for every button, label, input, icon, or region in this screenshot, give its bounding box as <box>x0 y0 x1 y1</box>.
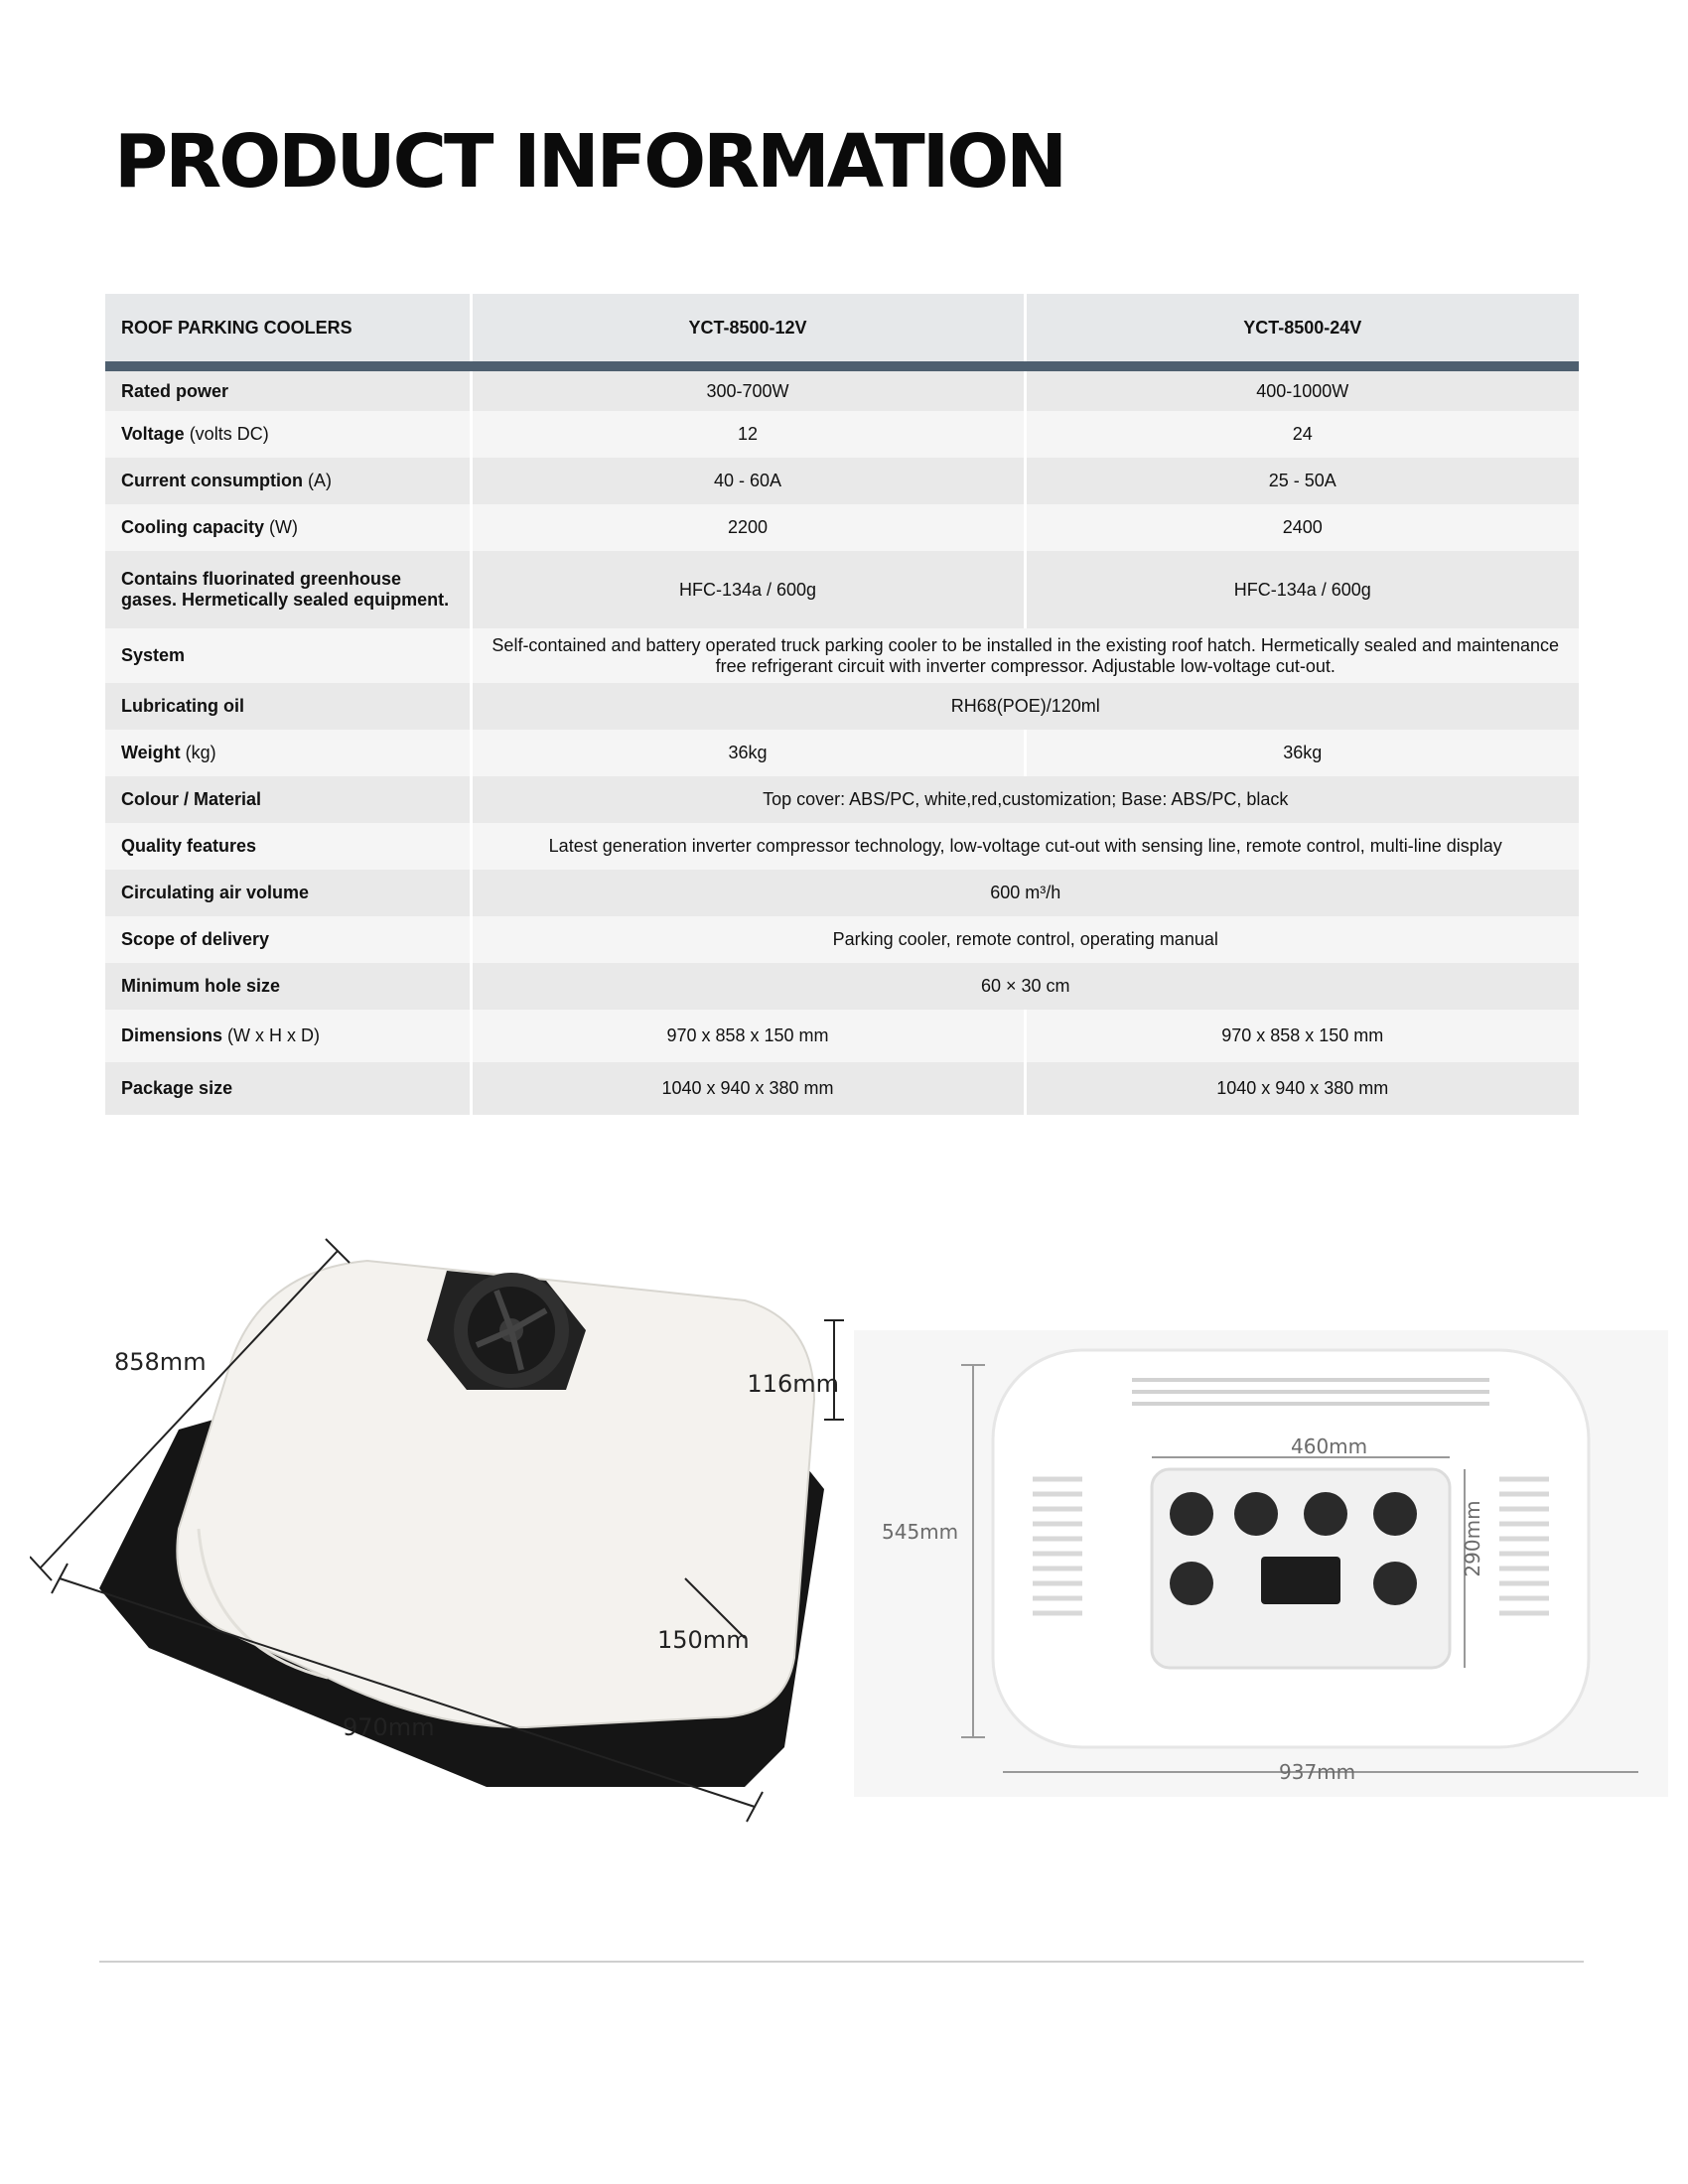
table-row <box>105 366 1579 411</box>
table-row <box>105 870 1579 916</box>
row-label-unit: (A) <box>303 471 332 490</box>
row-value-24v: 36kg <box>1025 730 1579 776</box>
row-label <box>105 823 471 870</box>
row-label-unit: (W x H x D) <box>222 1025 321 1045</box>
row-label <box>105 870 471 916</box>
table-row <box>105 823 1579 870</box>
cooler-top-view-image <box>30 1231 844 1846</box>
row-value-12v: 2200 <box>471 504 1025 551</box>
row-label <box>105 1010 471 1062</box>
row-value-24v: 24 <box>1025 411 1579 458</box>
dimension-116-label: 116mm <box>747 1370 839 1398</box>
row-label-text: Circulating air volume <box>121 883 310 902</box>
row-label-text: Colour / Material <box>121 789 262 809</box>
row-label-unit: (volts DC) <box>184 424 269 444</box>
row-label <box>105 776 471 823</box>
row-value-shared: 60 × 30 cm <box>471 963 1579 1010</box>
row-value-12v: 300-700W <box>471 366 1025 411</box>
table-row <box>105 916 1579 963</box>
cooler-bottom-view-image <box>854 1330 1668 1797</box>
row-label-text: Lubricating oil <box>121 696 244 716</box>
footer-divider <box>99 1961 1584 1963</box>
dimension-150-label: 150mm <box>657 1626 750 1654</box>
row-label-unit: (W) <box>264 517 299 537</box>
display-panel <box>1261 1557 1340 1604</box>
row-value-12v: 1040 x 940 x 380 mm <box>471 1062 1025 1115</box>
row-value-24v: HFC-134a / 600g <box>1025 551 1579 628</box>
row-value-shared: Self-contained and battery operated truck parking cooler to be installed in the existing roof hatch. Hermetically sealed and maintenance free refrigerant circuit with inverter compressor. Adjustable low-voltage cut-out. <box>471 628 1579 683</box>
row-label-text: Rated power <box>121 380 229 401</box>
row-label <box>105 963 471 1010</box>
dimension-545-label: 545mm <box>882 1520 959 1544</box>
row-value-12v: 12 <box>471 411 1025 458</box>
dimension-460-label: 460mm <box>1291 1434 1368 1458</box>
spec-table <box>105 294 1579 1115</box>
row-label-text: Package size <box>121 1078 233 1098</box>
table-row <box>105 551 1579 628</box>
row-value-24v: 25 - 50A <box>1025 458 1579 504</box>
row-label <box>105 366 471 411</box>
row-value-shared: Top cover: ABS/PC, white,red,customization; Base: ABS/PC, black <box>471 776 1579 823</box>
row-label-text: Weight <box>121 743 181 762</box>
table-row <box>105 683 1579 730</box>
row-label <box>105 730 471 776</box>
dimension-970-label: 970mm <box>343 1713 435 1741</box>
header-model-12v: YCT-8500-12V <box>471 294 1025 366</box>
row-label-text: Dimensions <box>121 1025 223 1045</box>
row-label <box>105 683 471 730</box>
table-row <box>105 730 1579 776</box>
table-header-row <box>105 294 1579 366</box>
table-row <box>105 1010 1579 1062</box>
row-value-12v: 40 - 60A <box>471 458 1025 504</box>
table-row <box>105 963 1579 1010</box>
page-title: PRODUCT INFORMATION <box>114 119 1065 205</box>
row-label <box>105 458 471 504</box>
table-row <box>105 504 1579 551</box>
row-value-12v: 970 x 858 x 150 mm <box>471 1010 1025 1062</box>
row-value-24v: 970 x 858 x 150 mm <box>1025 1010 1579 1062</box>
row-value-12v: 36kg <box>471 730 1025 776</box>
row-label <box>105 628 471 683</box>
row-label-text: Contains fluorinated greenhouse gases. Hermetically sealed equipment. <box>121 569 450 610</box>
row-value-shared: Parking cooler, remote control, operating manual <box>471 916 1579 963</box>
table-row <box>105 458 1579 504</box>
row-value-24v: 2400 <box>1025 504 1579 551</box>
header-model-24v: YCT-8500-24V <box>1025 294 1579 366</box>
dimension-937-label: 937mm <box>1279 1760 1356 1784</box>
row-value-12v: HFC-134a / 600g <box>471 551 1025 628</box>
dimension-858-label: 858mm <box>114 1348 207 1376</box>
header-category: ROOF PARKING COOLERS <box>105 294 471 366</box>
row-label <box>105 1062 471 1115</box>
row-label <box>105 551 471 628</box>
row-value-24v: 1040 x 940 x 380 mm <box>1025 1062 1579 1115</box>
row-value-shared: 600 m³/h <box>471 870 1579 916</box>
dimension-290-label: 290mm <box>1461 1500 1484 1577</box>
table-row <box>105 411 1579 458</box>
row-label <box>105 504 471 551</box>
row-value-shared: RH68(POE)/120ml <box>471 683 1579 730</box>
row-value-shared: Latest generation inverter compressor technology, low-voltage cut-out with sensing line, remote control, multi-line display <box>471 823 1579 870</box>
row-label <box>105 916 471 963</box>
row-label-text: Scope of delivery <box>121 929 270 949</box>
row-label-unit: (kg) <box>180 743 216 762</box>
row-label-text: System <box>121 645 186 665</box>
row-label-text: Minimum hole size <box>121 976 281 996</box>
table-row <box>105 776 1579 823</box>
row-label-text: Voltage <box>121 424 185 444</box>
table-row <box>105 628 1579 683</box>
row-label-text: Current consumption <box>121 471 303 490</box>
row-value-24v: 400-1000W <box>1025 366 1579 411</box>
row-label-text: Quality features <box>121 836 257 856</box>
row-label <box>105 411 471 458</box>
row-label-text: Cooling capacity <box>121 517 265 537</box>
table-row <box>105 1062 1579 1115</box>
